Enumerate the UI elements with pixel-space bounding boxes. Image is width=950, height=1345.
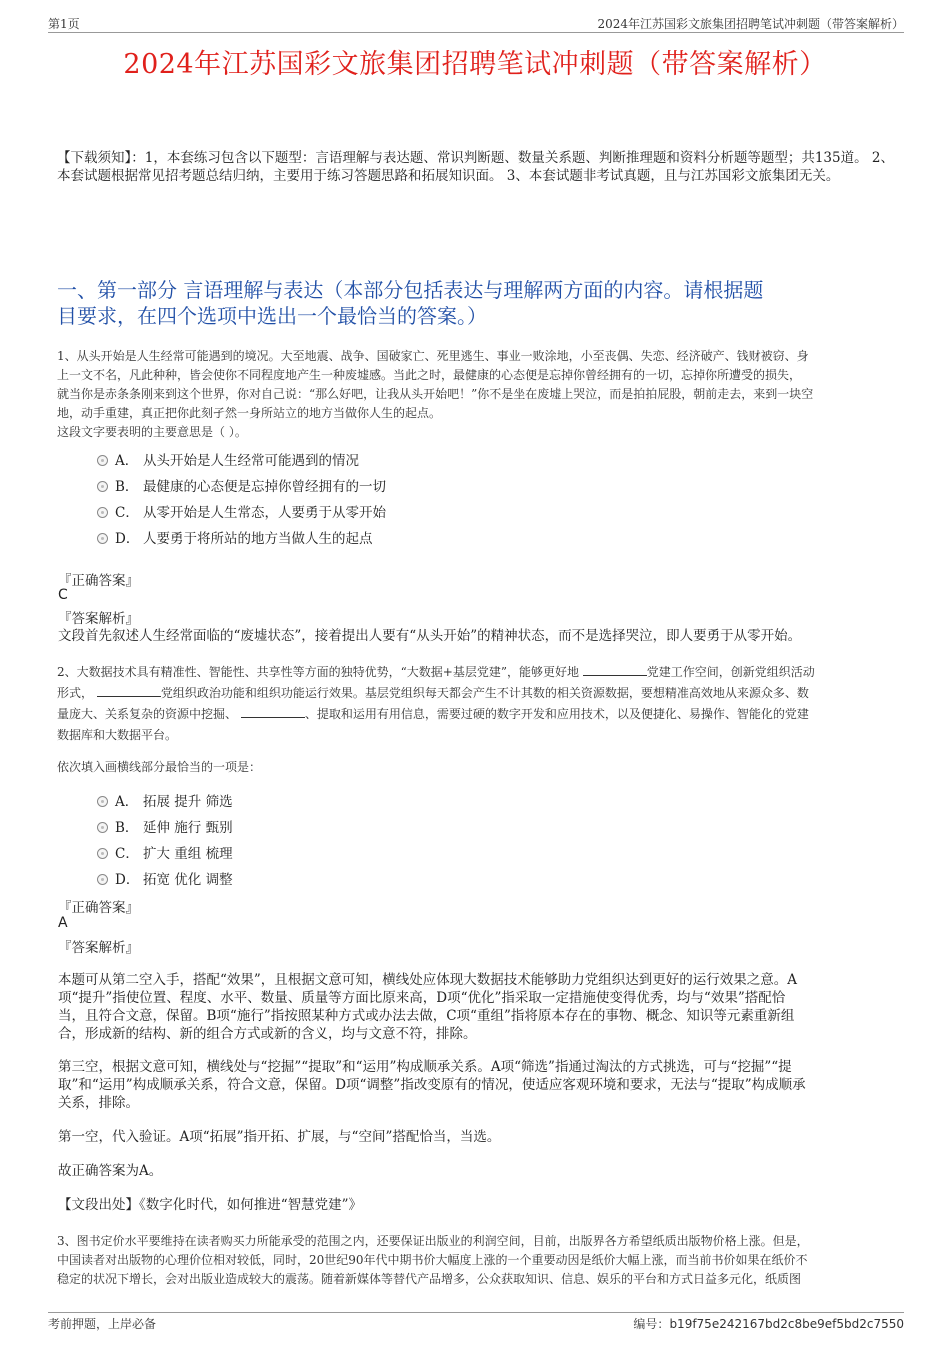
section-heading-line: 一、第一部分 言语理解与表达（本部分包括表达与理解两方面的内容。请根据题 xyxy=(57,278,764,302)
download-notice: 【下载须知】：1，本套练习包含以下题型：言语理解与表达题、常识判断题、数量关系题、判断推理题和资料分析题等题型；共135道。 2、本套试题根据常见招考题总结归纳，主要用于练习答题思路和拓展知识面。 3、本套试题非考试真题，且与江苏国彩文旅集团无关。 xyxy=(57,150,894,184)
radio-icon[interactable] xyxy=(97,848,108,859)
analysis-line: 取”和“运用”构成顺承关系，符合文意，保留。D项“调整”指改变原有的情况，使适应客观环境和要求，无法与“提取”构成顺承 xyxy=(58,1077,806,1093)
option-letter: A． xyxy=(115,453,139,469)
analysis-line: 本题可从第二空入手，搭配“效果”，且根据文意可知，横线处应体现大数据技术能够助力党组织达到更好的运行效果之意。A xyxy=(58,972,798,988)
question-line: 1、从头开始是人生经常可能遇到的境况。大至地震、战争、国破家亡、死里逃生、事业一败涂地，小至丧偶、失恋、经济破产、钱财被窃、身 xyxy=(57,349,809,363)
option-text: 从头开始是人生经常可能遇到的情况 xyxy=(143,453,359,469)
analysis-conclusion: 故正确答案为A。 xyxy=(58,1163,163,1179)
section-heading xyxy=(57,277,902,329)
analysis-text: 文段首先叙述人生经常面临的“废墟状态”，接着提出人要有“从头开始”的精神状态，而不是选择哭泣，即人要勇于从零开始。 xyxy=(58,628,802,644)
option-text: 最健康的心态便是忘掉你曾经拥有的一切 xyxy=(143,479,386,495)
code-label: 编号： xyxy=(633,1317,670,1331)
text-run: 2、大数据技术具有精准性、智能性、共享性等方面的独特优势，“大数据+基层党建”，能够更好地 xyxy=(57,665,579,679)
header-doc-title: 2024年江苏国彩文旅集团招聘笔试冲刺题（带答案解析） xyxy=(597,17,904,31)
text-run: 党组织政治功能和组织功能运行效果。基层党组织每天都会产生不计其数的相关资源数据，要想精准高效地从来源众多、数 xyxy=(160,686,809,700)
option-text: 拓展 提升 筛选 xyxy=(143,794,233,810)
question-line: 稳定的状况下增长，会对出版业造成较大的震荡。随着新媒体等替代产品增多，公众获取知识、信息、娱乐的平台和方式日益多元化，纸质图 xyxy=(57,1272,802,1286)
question-line: 数据库和大数据平台。 xyxy=(57,728,178,742)
correct-answer: C xyxy=(58,587,68,603)
option-text: 拓宽 优化 调整 xyxy=(143,872,233,888)
analysis-paragraph xyxy=(58,971,898,1043)
text-run: 党建工作空间，创新党组织活动 xyxy=(646,665,815,679)
correct-answer-label: 『正确答案』 xyxy=(58,900,139,916)
analysis-line: 项“提升”指使位置、程度、水平、数量、质量等方面比原来高，D项“优化”指采取一定措施使变得优秀，均与“效果”搭配恰 xyxy=(58,990,786,1006)
analysis-label: 『答案解析』 xyxy=(58,940,139,956)
analysis-line: 第三空，根据文意可知，横线处与“挖掘”“提取”和“运用”构成顺承关系。A项“筛选”指通过淘汰的方式挑选，可与“挖掘”“提 xyxy=(58,1059,792,1075)
analysis-label: 『答案解析』 xyxy=(58,611,139,627)
page-footer xyxy=(48,1312,904,1331)
option-letter: D． xyxy=(115,872,140,888)
option-text: 从零开始是人生常态，人要勇于从零开始 xyxy=(143,505,386,521)
option-letter: B． xyxy=(115,479,139,495)
radio-icon[interactable] xyxy=(97,533,108,544)
option-letter: A． xyxy=(115,794,139,810)
code-value: b19f75e242167bd2c8be9ef5bd2c7550 xyxy=(669,1317,904,1331)
analysis-paragraph xyxy=(58,1058,898,1112)
fill-blank xyxy=(241,705,305,718)
document-code xyxy=(633,1315,904,1332)
option-letter: C． xyxy=(115,505,139,521)
radio-icon[interactable] xyxy=(97,455,108,466)
option-text: 扩大 重组 梳理 xyxy=(143,846,233,862)
question-1-stem xyxy=(57,347,902,442)
section-heading-line: 目要求，在四个选项中选出一个最恰当的答案。） xyxy=(57,304,487,328)
fill-blank xyxy=(583,663,647,676)
correct-answer: A xyxy=(58,915,68,931)
passage-source: 【文段出处】《数字化时代，如何推进“智慧党建”》 xyxy=(58,1197,363,1213)
question-line xyxy=(57,662,902,683)
question-3-stem xyxy=(57,1232,902,1289)
fill-blank xyxy=(97,684,161,697)
question-line: 地，动手重建，真正把你此刻孑然一身所站立的地方当做你人生的起点。 xyxy=(57,406,442,420)
question-prompt: 依次填入画横线部分最恰当的一项是： xyxy=(57,760,262,774)
question-line: 3、图书定价水平要维持在读者购买力所能承受的范围之内，还要保证出版业的利润空间，目前，出版界各方希望纸质出版物价格上涨。但是， xyxy=(57,1234,809,1248)
text-run: 量庞大、关系复杂的资源中挖掘、 xyxy=(57,707,238,721)
question-line: 中国读者对出版物的心理价位相对较低，同时，20世纪90年代中期书价大幅度上涨的一个重要动因是纸价大幅上涨，而当前书价如果在纸价不 xyxy=(57,1253,808,1267)
option-text: 延伸 施行 甄别 xyxy=(143,820,233,836)
footer-slogan: 考前押题，上岸必备 xyxy=(48,1317,157,1331)
analysis-line: 当，且符合文意，保留。B项“施行”指按照某种方式或办法去做，C项“重组”指将原本存在的事物、概念、知识等元素重新组 xyxy=(58,1008,795,1024)
radio-icon[interactable] xyxy=(97,507,108,518)
option-letter: C． xyxy=(115,846,139,862)
page-number: 第1页 xyxy=(48,17,80,31)
page-title: 2024年江苏国彩文旅集团招聘笔试冲刺题（带答案解析） xyxy=(123,49,827,80)
question-line xyxy=(57,683,902,704)
page-header xyxy=(48,14,904,33)
analysis-line: 关系，排除。 xyxy=(58,1095,139,1111)
analysis-paragraph: 第一空，代入验证。A项“拓展”指开拓、扩展，与“空间”搭配恰当，当选。 xyxy=(58,1129,501,1145)
question-line: 上一文不名，凡此种种，皆会使你不同程度地产生一种废墟感。当此之时，最健康的心态便是忘掉你曾经拥有的一切，忘掉你所遭受的损失， xyxy=(57,368,802,382)
correct-answer-label: 『正确答案』 xyxy=(58,573,139,589)
option-letter: B． xyxy=(115,820,139,836)
radio-icon[interactable] xyxy=(97,481,108,492)
option-letter: D． xyxy=(115,531,140,547)
question-2-stem xyxy=(57,662,902,746)
question-line xyxy=(57,704,902,725)
text-run: 、提取和运用有用信息，需要过硬的数字开发和应用技术，以及便捷化、易操作、智能化的党建 xyxy=(304,707,809,721)
text-run: 形式， xyxy=(57,686,94,700)
option-text: 人要勇于将所站的地方当做人生的起点 xyxy=(143,531,373,547)
radio-icon[interactable] xyxy=(97,822,108,833)
radio-icon[interactable] xyxy=(97,874,108,885)
question-line: 就当你是赤条条刚来到这个世界，你对自己说：“那么好吧，让我从头开始吧！”你不是坐在废墟上哭泣，而是拍拍屁股，朝前走去，来到一块空 xyxy=(57,387,814,401)
question-prompt: 这段文字要表明的主要意思是（ ）。 xyxy=(57,425,247,439)
radio-icon[interactable] xyxy=(97,796,108,807)
analysis-line: 合，形成新的结构、新的组合方式或新的含义，均与文意不符，排除。 xyxy=(58,1026,477,1042)
